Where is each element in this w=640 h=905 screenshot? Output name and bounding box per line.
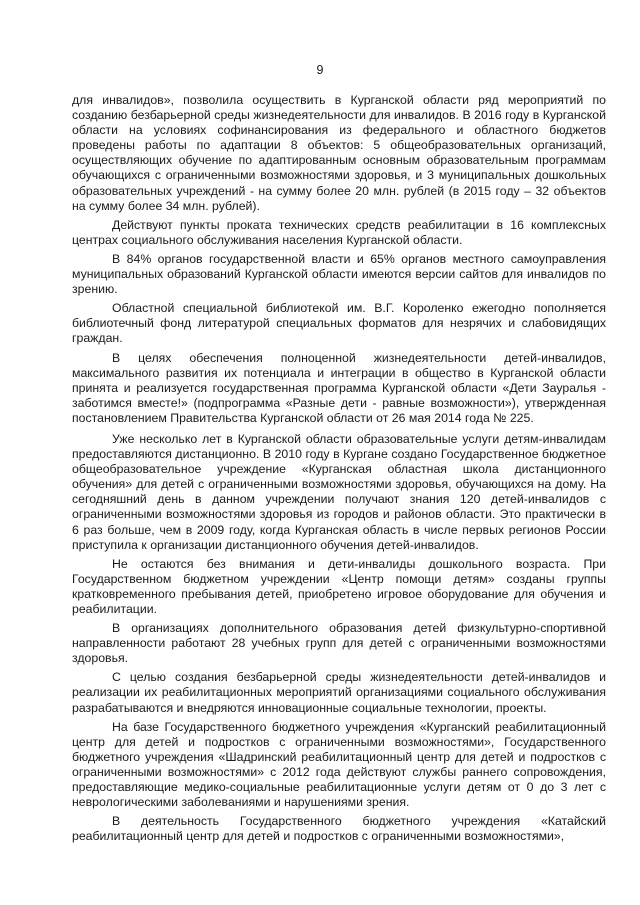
paragraph-9: С целью создания безбарьерной среды жизнедеятельности детей-инвалидов и реализации их реабилитационных мероприятий организациями социального обслуживания разрабатываются и внедряются инновационные социальные технологии, проекты.	[72, 670, 606, 715]
paragraph-1: для инвалидов», позволила осуществить в Курганской области ряд мероприятий по созданию безбарьерной среды жизнедеятельности для инвалидов. В 2016 году в Курганской области на условиях софинансирования из федерального и областного бюджетов проведены работы по адаптации 8 объектов: 5 общеобразовательных организаций, осуществляющих обучение по адаптированным основным образовательным программам обучающихся с ограниченными возможностями здоровья, и 3 муниципальных дошкольных образовательных учреждений - на сумму более 20 млн. рублей (в 2015 году – 32 объектов на сумму более 34 млн. рублей).	[72, 93, 606, 213]
document-body	[72, 93, 606, 848]
page-number: 9	[316, 63, 324, 77]
paragraph-10: На базе Государственного бюджетного учреждения «Курганский реабилитационный центр для детей и подростков с ограниченными возможностями», Государственного бюджетного учреждения «Шадринский реабилитационный центр для детей и подростков с ограниченными возможностями» с 2012 года действуют службы раннего сопровождения, предоставляющие медико-социальные реабилитационные услуги детям от 0 до 3 лет с неврологическими заболеваниями и нарушениями зрения.	[72, 719, 606, 810]
paragraph-6: Уже несколько лет в Курганской области образовательные услуги детям-инвалидам предоставляются дистанционно. В 2010 году в Кургане создано Государственное бюджетное общеобразовательное учреждение «Курганская областная школа дистанционного обучения» для детей с ограниченными возможностями здоровья, обучающихся на дому. На сегодняшний день в данном учреждении получают знания 120 детей-инвалидов с ограниченными возможностями здоровья из городов и районов области. Это практически в 6 раз больше, чем в 2009 году, когда Курганская область в числе первых регионов России приступила к организации дистанционного обучения детей-инвалидов.	[72, 431, 606, 552]
paragraph-4: Областной специальной библиотекой им. В.Г. Короленко ежегодно пополняется библиотечный фонд литературой специальных форматов для незрячих и слабовидящих граждан.	[72, 301, 606, 346]
paragraph-7: Не остаются без внимания и дети-инвалиды дошкольного возраста. При Государственном бюджетном учреждении «Центр помощи детям» созданы группы кратковременного пребывания детей, приобретено игровое оборудование для обучения и реабилитации.	[72, 556, 606, 616]
paragraph-8: В организациях дополнительного образования детей физкультурно-спортивной направленности работают 28 учебных групп для детей с ограниченными возможностями здоровья.	[72, 621, 606, 666]
paragraph-11: В деятельность Государственного бюджетного учреждения «Катайский реабилитационный центр для детей и подростков с ограниченными возможностями»,	[72, 814, 606, 844]
paragraph-5: В целях обеспечения полноценной жизнедеятельности детей-инвалидов, максимального развития их потенциала и интеграции в общество в Курганской области принята и реализуется государственная программа Курганской области «Дети Зауралья - заботимся вместе!» (подпрограмма «Разные дети - равные возможности»), утвержденная постановлением Правительства Курганской области от 26 мая 2014 года № 225.	[72, 350, 606, 425]
paragraph-3: В 84% органов государственной власти и 65% органов местного самоуправления муниципальных образований Курганской области имеются версии сайтов для инвалидов по зрению.	[72, 251, 606, 297]
paragraph-2: Действуют пункты проката технических средств реабилитации в 16 комплексных центрах социального обслуживания населения Курганской области.	[72, 217, 606, 247]
